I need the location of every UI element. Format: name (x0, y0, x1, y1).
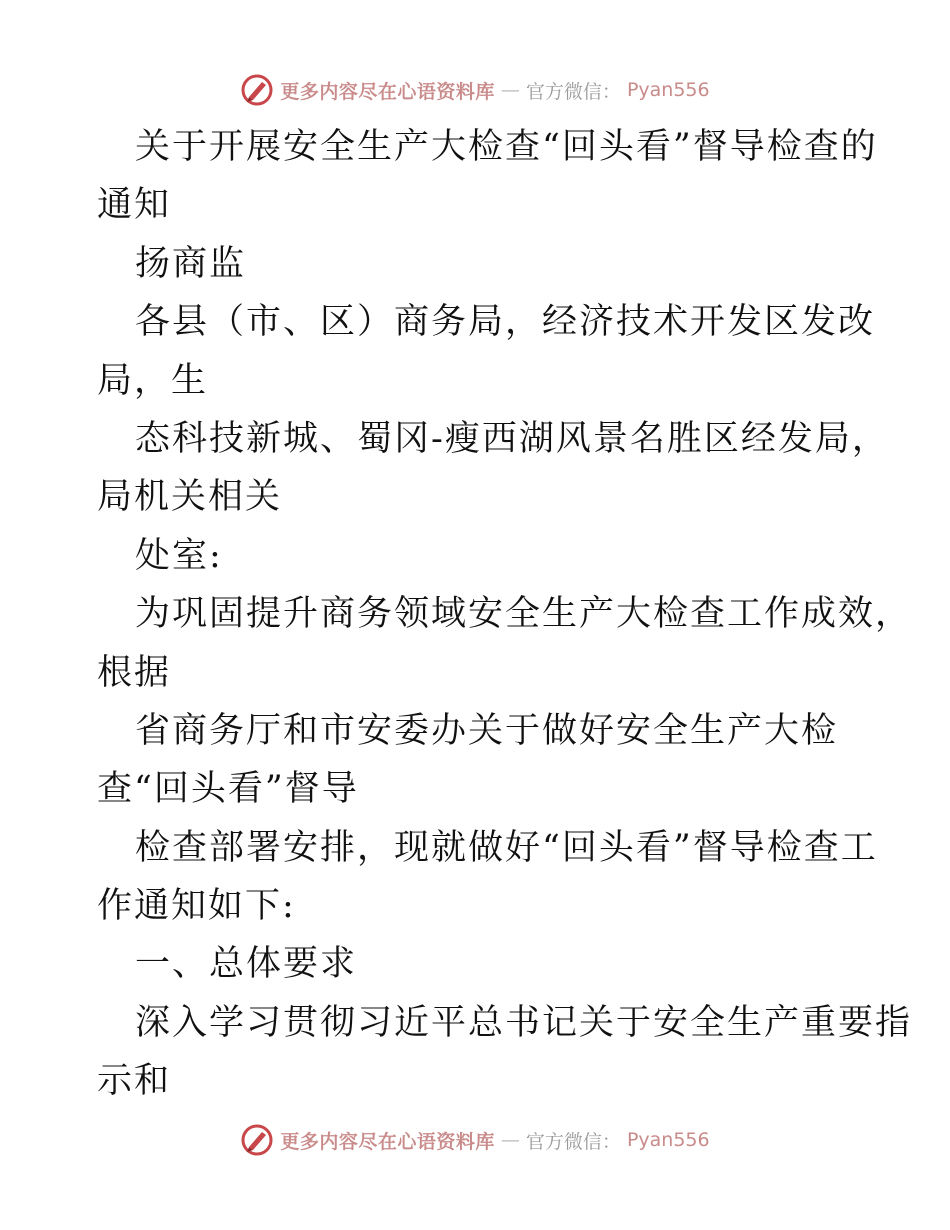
watermark-separator: — (500, 1129, 520, 1151)
doc-line-10: 根据 (97, 652, 172, 693)
doc-line-8: 处室: (135, 535, 223, 576)
doc-line-1: 关于开展安全生产大检查“回头看”督导检查的 (135, 127, 878, 167)
doc-line-17: 示和 (97, 1061, 172, 1102)
document-body (97, 118, 913, 1111)
watermark-separator: — (500, 79, 520, 101)
doc-line-3: 扬商监 (135, 243, 247, 284)
watermark-official-label: 官方微信： (525, 1130, 621, 1153)
doc-line-12: 查“回头看”督导 (97, 769, 359, 810)
doc-line-13: 检查部署安排，现就做好“回头看”督导检查工 (135, 827, 878, 868)
doc-line-2: 通知 (97, 185, 172, 226)
watermark-site-text: 更多内容尽在心语资料库 (280, 1130, 495, 1153)
pen-circle-logo-icon (240, 1123, 274, 1157)
doc-line-15: 一、总体要求 (135, 944, 358, 985)
doc-line-5: 局，生 (97, 360, 209, 401)
doc-line-7: 局机关相关 (97, 477, 283, 518)
doc-line-14: 作通知如下: (97, 886, 296, 927)
doc-line-11: 省商务厅和市安委办关于做好安全生产大检 (135, 710, 839, 751)
watermark-official-label: 官方微信： (525, 80, 621, 103)
doc-line-9: 为巩固提升商务领域安全生产大检查工作成效， (135, 594, 913, 635)
watermark-wechat-id: Pyan556 (626, 1129, 710, 1151)
watermark-site-text: 更多内容尽在心语资料库 (280, 80, 495, 103)
header-watermark (0, 70, 950, 110)
footer-watermark (0, 1120, 950, 1160)
watermark-wechat-id: Pyan556 (626, 79, 710, 101)
doc-line-6: 态科技新城、蜀冈-瘦西湖风景名胜区经发局， (135, 418, 889, 459)
pen-circle-logo-icon (240, 73, 274, 107)
doc-line-16: 深入学习贯彻习近平总书记关于安全生产重要指 (135, 1002, 913, 1043)
doc-line-4: 各县（市、区）商务局，经济技术开发区发改 (135, 302, 876, 343)
